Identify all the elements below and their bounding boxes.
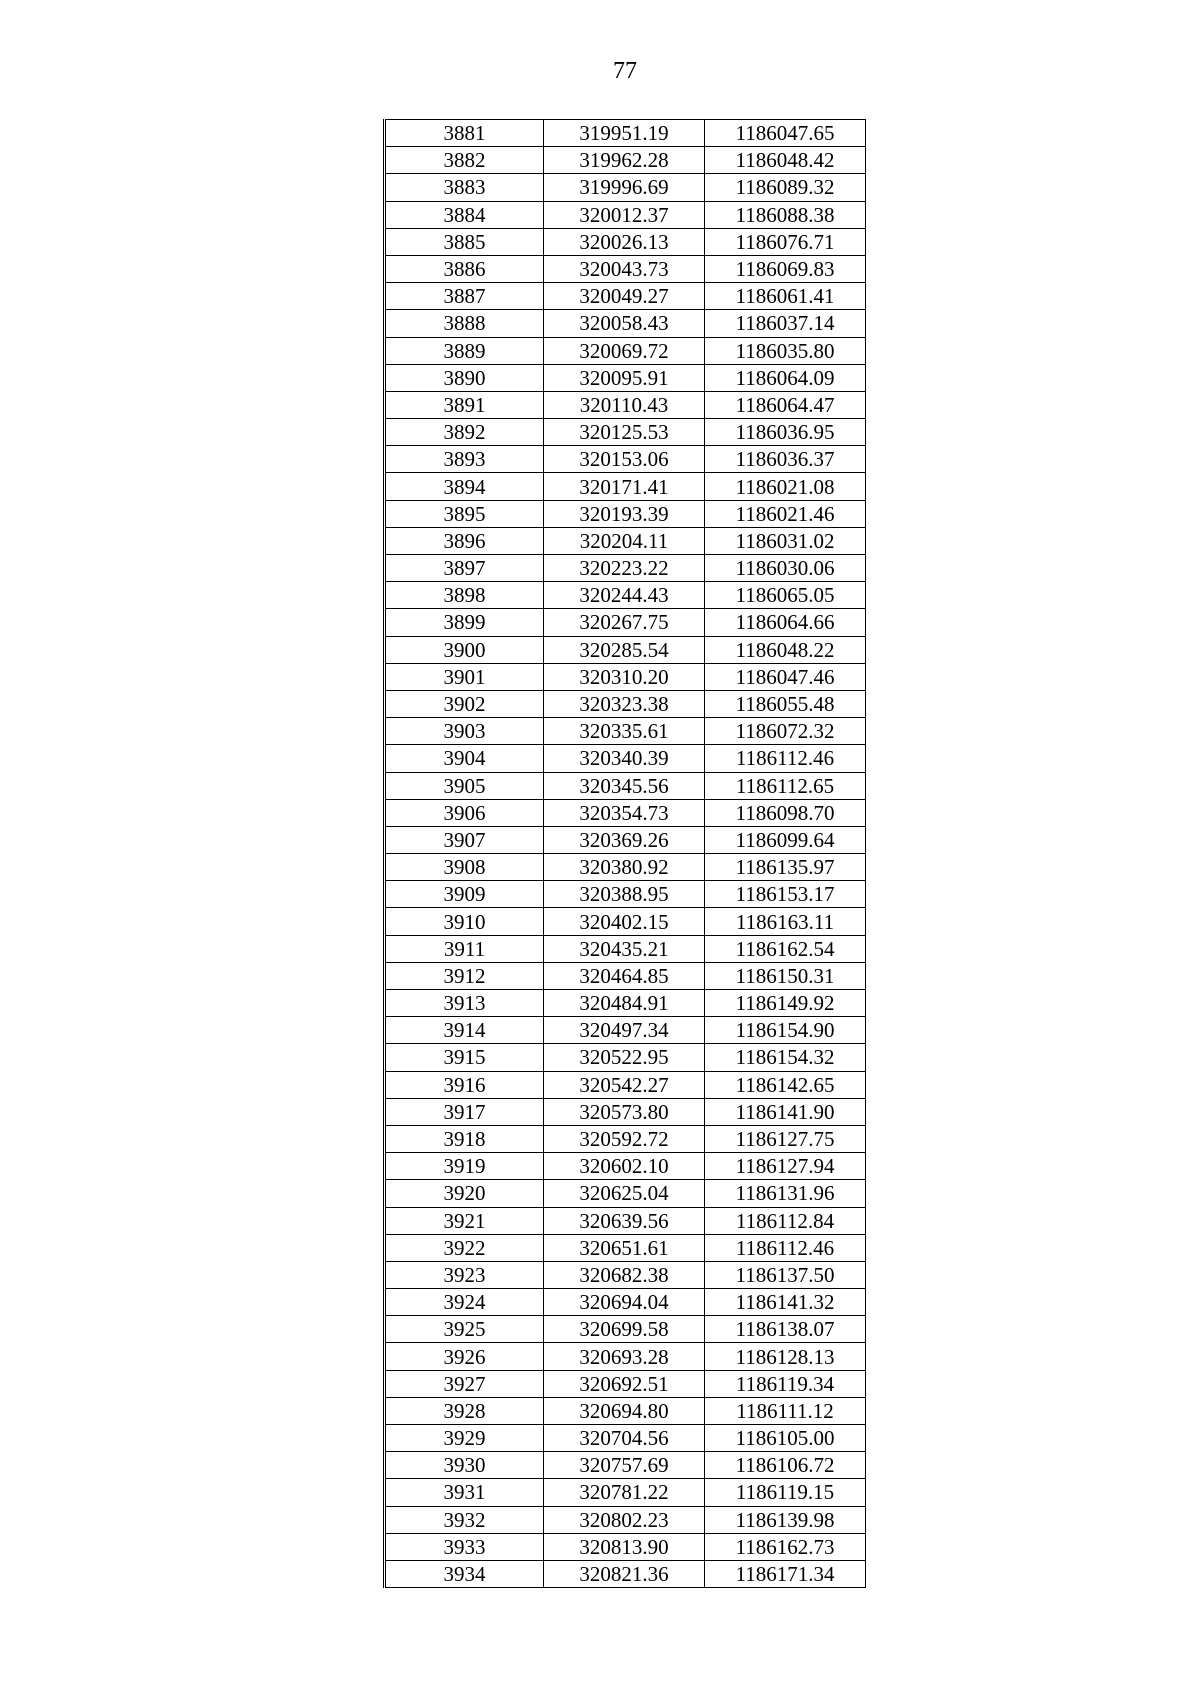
coordinates-table: [383, 119, 866, 1588]
table-row: [385, 1506, 866, 1533]
x-coordinate-cell: 320692.51: [544, 1370, 705, 1397]
x-coordinate-cell: 320380.92: [544, 854, 705, 881]
y-coordinate-cell: 1186088.38: [705, 201, 866, 228]
table-row: [385, 908, 866, 935]
table-row: [385, 1397, 866, 1424]
point-number-cell: 3917: [385, 1098, 544, 1125]
y-coordinate-cell: 1186119.34: [705, 1370, 866, 1397]
y-coordinate-cell: 1186030.06: [705, 555, 866, 582]
x-coordinate-cell: 320193.39: [544, 500, 705, 527]
table-row: [385, 473, 866, 500]
y-coordinate-cell: 1186141.90: [705, 1098, 866, 1125]
table-row: [385, 1425, 866, 1452]
table-row: [385, 718, 866, 745]
table-row: [385, 1207, 866, 1234]
y-coordinate-cell: 1186031.02: [705, 527, 866, 554]
y-coordinate-cell: 1186171.34: [705, 1560, 866, 1587]
x-coordinate-cell: 320573.80: [544, 1098, 705, 1125]
table-row: [385, 1044, 866, 1071]
point-number-cell: 3897: [385, 555, 544, 582]
point-number-cell: 3899: [385, 609, 544, 636]
x-coordinate-cell: 320069.72: [544, 337, 705, 364]
x-coordinate-cell: 320699.58: [544, 1316, 705, 1343]
table-row: [385, 255, 866, 282]
point-number-cell: 3909: [385, 881, 544, 908]
table-row: [385, 419, 866, 446]
x-coordinate-cell: 320310.20: [544, 663, 705, 690]
x-coordinate-cell: 320602.10: [544, 1153, 705, 1180]
y-coordinate-cell: 1186139.98: [705, 1506, 866, 1533]
x-coordinate-cell: 320821.36: [544, 1560, 705, 1587]
x-coordinate-cell: 320464.85: [544, 962, 705, 989]
point-number-cell: 3901: [385, 663, 544, 690]
x-coordinate-cell: 320012.37: [544, 201, 705, 228]
table-row: [385, 120, 866, 147]
x-coordinate-cell: 320110.43: [544, 391, 705, 418]
y-coordinate-cell: 1186119.15: [705, 1479, 866, 1506]
table-row: [385, 990, 866, 1017]
point-number-cell: 3919: [385, 1153, 544, 1180]
x-coordinate-cell: 320153.06: [544, 446, 705, 473]
point-number-cell: 3884: [385, 201, 544, 228]
x-coordinate-cell: 320484.91: [544, 990, 705, 1017]
y-coordinate-cell: 1186154.32: [705, 1044, 866, 1071]
y-coordinate-cell: 1186112.46: [705, 745, 866, 772]
y-coordinate-cell: 1186098.70: [705, 799, 866, 826]
x-coordinate-cell: 320704.56: [544, 1425, 705, 1452]
page-number: 77: [613, 58, 637, 84]
x-coordinate-cell: 320682.38: [544, 1261, 705, 1288]
x-coordinate-cell: 320592.72: [544, 1125, 705, 1152]
x-coordinate-cell: 319962.28: [544, 147, 705, 174]
point-number-cell: 3915: [385, 1044, 544, 1071]
table-row: [385, 1098, 866, 1125]
table-row: [385, 1343, 866, 1370]
y-coordinate-cell: 1186150.31: [705, 962, 866, 989]
x-coordinate-cell: 320340.39: [544, 745, 705, 772]
x-coordinate-cell: 320402.15: [544, 908, 705, 935]
y-coordinate-cell: 1186064.66: [705, 609, 866, 636]
table-row: [385, 690, 866, 717]
table-row: [385, 555, 866, 582]
y-coordinate-cell: 1186111.12: [705, 1397, 866, 1424]
point-number-cell: 3925: [385, 1316, 544, 1343]
point-number-cell: 3896: [385, 527, 544, 554]
point-number-cell: 3913: [385, 990, 544, 1017]
point-number-cell: 3927: [385, 1370, 544, 1397]
point-number-cell: 3921: [385, 1207, 544, 1234]
table-row: [385, 636, 866, 663]
point-number-cell: 3890: [385, 364, 544, 391]
x-coordinate-cell: 320694.80: [544, 1397, 705, 1424]
y-coordinate-cell: 1186149.92: [705, 990, 866, 1017]
y-coordinate-cell: 1186047.65: [705, 120, 866, 147]
x-coordinate-cell: 320354.73: [544, 799, 705, 826]
y-coordinate-cell: 1186036.95: [705, 419, 866, 446]
point-number-cell: 3926: [385, 1343, 544, 1370]
point-number-cell: 3933: [385, 1533, 544, 1560]
x-coordinate-cell: 320497.34: [544, 1017, 705, 1044]
table-row: [385, 500, 866, 527]
y-coordinate-cell: 1186163.11: [705, 908, 866, 935]
table-row: [385, 1316, 866, 1343]
table-row: [385, 1180, 866, 1207]
y-coordinate-cell: 1186069.83: [705, 255, 866, 282]
y-coordinate-cell: 1186076.71: [705, 228, 866, 255]
x-coordinate-cell: 320757.69: [544, 1452, 705, 1479]
point-number-cell: 3888: [385, 310, 544, 337]
y-coordinate-cell: 1186035.80: [705, 337, 866, 364]
table-row: [385, 228, 866, 255]
x-coordinate-cell: 320542.27: [544, 1071, 705, 1098]
y-coordinate-cell: 1186106.72: [705, 1452, 866, 1479]
table-row: [385, 881, 866, 908]
x-coordinate-cell: 320345.56: [544, 772, 705, 799]
x-coordinate-cell: 320204.11: [544, 527, 705, 554]
x-coordinate-cell: 320388.95: [544, 881, 705, 908]
y-coordinate-cell: 1186099.64: [705, 826, 866, 853]
table-row: [385, 283, 866, 310]
x-coordinate-cell: 320125.53: [544, 419, 705, 446]
table-row: [385, 935, 866, 962]
point-number-cell: 3894: [385, 473, 544, 500]
y-coordinate-cell: 1186162.73: [705, 1533, 866, 1560]
y-coordinate-cell: 1186089.32: [705, 174, 866, 201]
point-number-cell: 3881: [385, 120, 544, 147]
table-row: [385, 337, 866, 364]
table-row: [385, 1071, 866, 1098]
y-coordinate-cell: 1186105.00: [705, 1425, 866, 1452]
table-row: [385, 174, 866, 201]
x-coordinate-cell: 320694.04: [544, 1289, 705, 1316]
y-coordinate-cell: 1186048.42: [705, 147, 866, 174]
point-number-cell: 3905: [385, 772, 544, 799]
x-coordinate-cell: 320335.61: [544, 718, 705, 745]
y-coordinate-cell: 1186036.37: [705, 446, 866, 473]
table-row: [385, 1533, 866, 1560]
x-coordinate-cell: 320639.56: [544, 1207, 705, 1234]
point-number-cell: 3929: [385, 1425, 544, 1452]
x-coordinate-cell: 320223.22: [544, 555, 705, 582]
table-row: [385, 527, 866, 554]
table-row: [385, 201, 866, 228]
y-coordinate-cell: 1186065.05: [705, 582, 866, 609]
y-coordinate-cell: 1186131.96: [705, 1180, 866, 1207]
table-row: [385, 1560, 866, 1587]
x-coordinate-cell: 320813.90: [544, 1533, 705, 1560]
table-row: [385, 745, 866, 772]
table-row: [385, 1125, 866, 1152]
x-coordinate-cell: 320522.95: [544, 1044, 705, 1071]
y-coordinate-cell: 1186162.54: [705, 935, 866, 962]
point-number-cell: 3928: [385, 1397, 544, 1424]
table-row: [385, 609, 866, 636]
table-row: [385, 310, 866, 337]
table-row: [385, 391, 866, 418]
point-number-cell: 3912: [385, 962, 544, 989]
x-coordinate-cell: 320625.04: [544, 1180, 705, 1207]
point-number-cell: 3898: [385, 582, 544, 609]
table-row: [385, 1234, 866, 1261]
x-coordinate-cell: 320651.61: [544, 1234, 705, 1261]
table-row: [385, 582, 866, 609]
point-number-cell: 3891: [385, 391, 544, 418]
y-coordinate-cell: 1186112.84: [705, 1207, 866, 1234]
y-coordinate-cell: 1186064.09: [705, 364, 866, 391]
y-coordinate-cell: 1186037.14: [705, 310, 866, 337]
table-row: [385, 1261, 866, 1288]
x-coordinate-cell: 320285.54: [544, 636, 705, 663]
table-row: [385, 663, 866, 690]
point-number-cell: 3923: [385, 1261, 544, 1288]
y-coordinate-cell: 1186048.22: [705, 636, 866, 663]
point-number-cell: 3892: [385, 419, 544, 446]
point-number-cell: 3903: [385, 718, 544, 745]
point-number-cell: 3931: [385, 1479, 544, 1506]
table-row: [385, 854, 866, 881]
table-row: [385, 364, 866, 391]
x-coordinate-cell: 320095.91: [544, 364, 705, 391]
x-coordinate-cell: 320435.21: [544, 935, 705, 962]
y-coordinate-cell: 1186137.50: [705, 1261, 866, 1288]
point-number-cell: 3902: [385, 690, 544, 717]
y-coordinate-cell: 1186138.07: [705, 1316, 866, 1343]
table-row: [385, 1289, 866, 1316]
point-number-cell: 3911: [385, 935, 544, 962]
point-number-cell: 3887: [385, 283, 544, 310]
point-number-cell: 3930: [385, 1452, 544, 1479]
table-row: [385, 772, 866, 799]
point-number-cell: 3882: [385, 147, 544, 174]
y-coordinate-cell: 1186021.08: [705, 473, 866, 500]
x-coordinate-cell: 320267.75: [544, 609, 705, 636]
x-coordinate-cell: 320043.73: [544, 255, 705, 282]
y-coordinate-cell: 1186047.46: [705, 663, 866, 690]
point-number-cell: 3904: [385, 745, 544, 772]
point-number-cell: 3908: [385, 854, 544, 881]
x-coordinate-cell: 320049.27: [544, 283, 705, 310]
x-coordinate-cell: 319951.19: [544, 120, 705, 147]
point-number-cell: 3885: [385, 228, 544, 255]
point-number-cell: 3924: [385, 1289, 544, 1316]
x-coordinate-cell: 320171.41: [544, 473, 705, 500]
y-coordinate-cell: 1186141.32: [705, 1289, 866, 1316]
y-coordinate-cell: 1186127.75: [705, 1125, 866, 1152]
table-row: [385, 1153, 866, 1180]
x-coordinate-cell: 320802.23: [544, 1506, 705, 1533]
table-row: [385, 1479, 866, 1506]
y-coordinate-cell: 1186055.48: [705, 690, 866, 717]
x-coordinate-cell: 320369.26: [544, 826, 705, 853]
point-number-cell: 3914: [385, 1017, 544, 1044]
table-row: [385, 826, 866, 853]
point-number-cell: 3906: [385, 799, 544, 826]
x-coordinate-cell: 320693.28: [544, 1343, 705, 1370]
y-coordinate-cell: 1186135.97: [705, 854, 866, 881]
table-row: [385, 1370, 866, 1397]
table-body: [385, 120, 866, 1588]
y-coordinate-cell: 1186127.94: [705, 1153, 866, 1180]
y-coordinate-cell: 1186112.65: [705, 772, 866, 799]
point-number-cell: 3900: [385, 636, 544, 663]
table-row: [385, 1017, 866, 1044]
table-row: [385, 446, 866, 473]
point-number-cell: 3932: [385, 1506, 544, 1533]
table-row: [385, 1452, 866, 1479]
point-number-cell: 3922: [385, 1234, 544, 1261]
x-coordinate-cell: 320781.22: [544, 1479, 705, 1506]
y-coordinate-cell: 1186142.65: [705, 1071, 866, 1098]
table-row: [385, 147, 866, 174]
point-number-cell: 3910: [385, 908, 544, 935]
y-coordinate-cell: 1186021.46: [705, 500, 866, 527]
point-number-cell: 3916: [385, 1071, 544, 1098]
point-number-cell: 3883: [385, 174, 544, 201]
point-number-cell: 3920: [385, 1180, 544, 1207]
y-coordinate-cell: 1186153.17: [705, 881, 866, 908]
point-number-cell: 3886: [385, 255, 544, 282]
y-coordinate-cell: 1186154.90: [705, 1017, 866, 1044]
y-coordinate-cell: 1186064.47: [705, 391, 866, 418]
point-number-cell: 3889: [385, 337, 544, 364]
x-coordinate-cell: 319996.69: [544, 174, 705, 201]
point-number-cell: 3918: [385, 1125, 544, 1152]
y-coordinate-cell: 1186072.32: [705, 718, 866, 745]
point-number-cell: 3895: [385, 500, 544, 527]
y-coordinate-cell: 1186061.41: [705, 283, 866, 310]
x-coordinate-cell: 320244.43: [544, 582, 705, 609]
x-coordinate-cell: 320323.38: [544, 690, 705, 717]
y-coordinate-cell: 1186128.13: [705, 1343, 866, 1370]
y-coordinate-cell: 1186112.46: [705, 1234, 866, 1261]
table-row: [385, 962, 866, 989]
point-number-cell: 3893: [385, 446, 544, 473]
point-number-cell: 3934: [385, 1560, 544, 1587]
x-coordinate-cell: 320026.13: [544, 228, 705, 255]
table-row: [385, 799, 866, 826]
point-number-cell: 3907: [385, 826, 544, 853]
x-coordinate-cell: 320058.43: [544, 310, 705, 337]
